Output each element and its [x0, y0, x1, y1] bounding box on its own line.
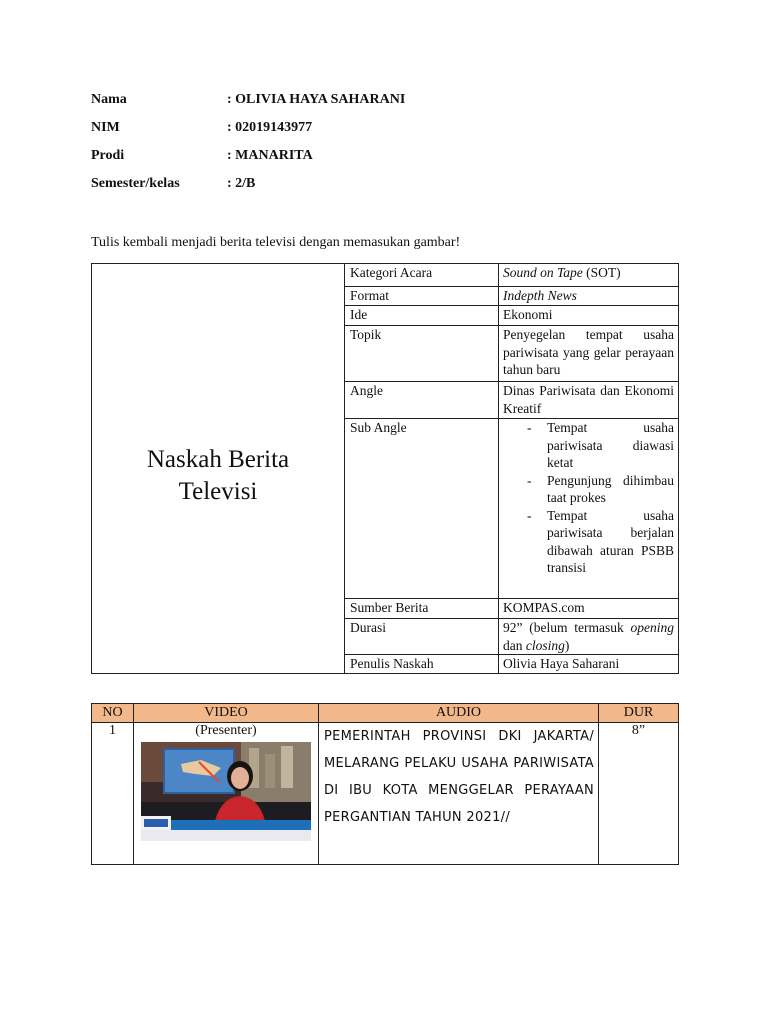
durasi-pre: 92” (belum termasuk: [503, 620, 631, 635]
script-table: [91, 703, 679, 865]
list-item: - Pengunjung dihimbau taat prokes: [527, 472, 674, 505]
row-video: [134, 723, 319, 865]
presenter-image: [141, 742, 311, 841]
detail-value-penulis: Olivia Haya Saharani: [499, 655, 679, 674]
row-dur: 8”: [599, 723, 679, 865]
sub-angle-text: Pengunjung dihimbau taat prokes: [547, 472, 674, 505]
durasi-closing: closing: [525, 637, 565, 653]
sub-angle-list: [503, 419, 674, 577]
kategori-italic: Sound on Tape: [503, 265, 583, 280]
title-line-1: Naskah Berita: [146, 445, 290, 473]
detail-label: Angle: [345, 382, 499, 419]
info-label: Semester/kelas: [91, 176, 180, 191]
detail-value-format: [499, 287, 679, 306]
kategori-rest: (SOT): [582, 265, 621, 280]
detail-label: Sub Angle: [345, 419, 499, 599]
info-value: : 2/B: [227, 176, 256, 191]
header-video: VIDEO: [134, 704, 319, 723]
list-item: - Tempat usaha pariwisata diawasi ketat: [527, 420, 674, 470]
detail-value-sumber: KOMPAS.com: [499, 599, 679, 619]
detail-label: Durasi: [345, 619, 499, 655]
detail-value-topik: Penyegelan tempat usaha pariwisata yang gelar perayaan tahun baru: [499, 326, 679, 382]
details-table: [91, 263, 679, 674]
info-value: : MANARITA: [227, 148, 313, 163]
detail-value-ide: Ekonomi: [499, 306, 679, 326]
detail-label: Format: [345, 287, 499, 306]
row-no: 1: [92, 723, 134, 865]
row-audio: PEMERINTAH PROVINSI DKI JAKARTA/ MELARANG PELAKU USAHA PARIWISATA DI IBU KOTA MENGGELAR PERAYAAN PERGANTIAN TAHUN 2021//: [319, 723, 599, 865]
detail-label: Topik: [345, 326, 499, 382]
sub-angle-text: Tempat usaha pariwisata diawasi ketat: [547, 420, 674, 470]
info-label: Prodi: [91, 148, 125, 163]
durasi-mid: dan: [503, 637, 526, 653]
table-row: [92, 723, 679, 865]
video-label: (Presenter): [195, 723, 257, 738]
detail-value-kategori: [499, 264, 679, 287]
title-line-2: Televisi: [178, 477, 258, 505]
durasi-post: ): [564, 637, 570, 653]
title-cell: [92, 264, 345, 674]
durasi-opening: opening: [630, 620, 674, 635]
header-audio: AUDIO: [319, 704, 599, 723]
info-label: NIM: [91, 120, 120, 135]
detail-value-angle: Dinas Pariwisata dan Ekonomi Kreatif: [499, 382, 679, 419]
detail-label: Sumber Berita: [345, 599, 499, 619]
info-value: : 02019143977: [227, 120, 313, 135]
detail-value-durasi: [499, 619, 679, 655]
header-no: NO: [92, 704, 134, 723]
list-item: - Tempat usaha pariwisata berjalan dibawah aturan PSBB transisi: [527, 507, 674, 575]
detail-label: Penulis Naskah: [345, 655, 499, 674]
format-italic: Indepth News: [503, 288, 577, 303]
info-label: Nama: [91, 92, 127, 107]
sub-angle-text: Tempat usaha pariwisata berjalan dibawah aturan PSBB transisi: [547, 507, 674, 575]
detail-value-sub-angle: [499, 419, 679, 599]
instruction-text: Tulis kembali menjadi berita televisi dengan memasukan gambar!: [91, 235, 461, 250]
detail-label: Ide: [345, 306, 499, 326]
detail-label: Kategori Acara: [345, 264, 499, 287]
info-value: : OLIVIA HAYA SAHARANI: [227, 92, 406, 107]
header-dur: DUR: [599, 704, 679, 723]
script-header-row: [92, 704, 679, 723]
